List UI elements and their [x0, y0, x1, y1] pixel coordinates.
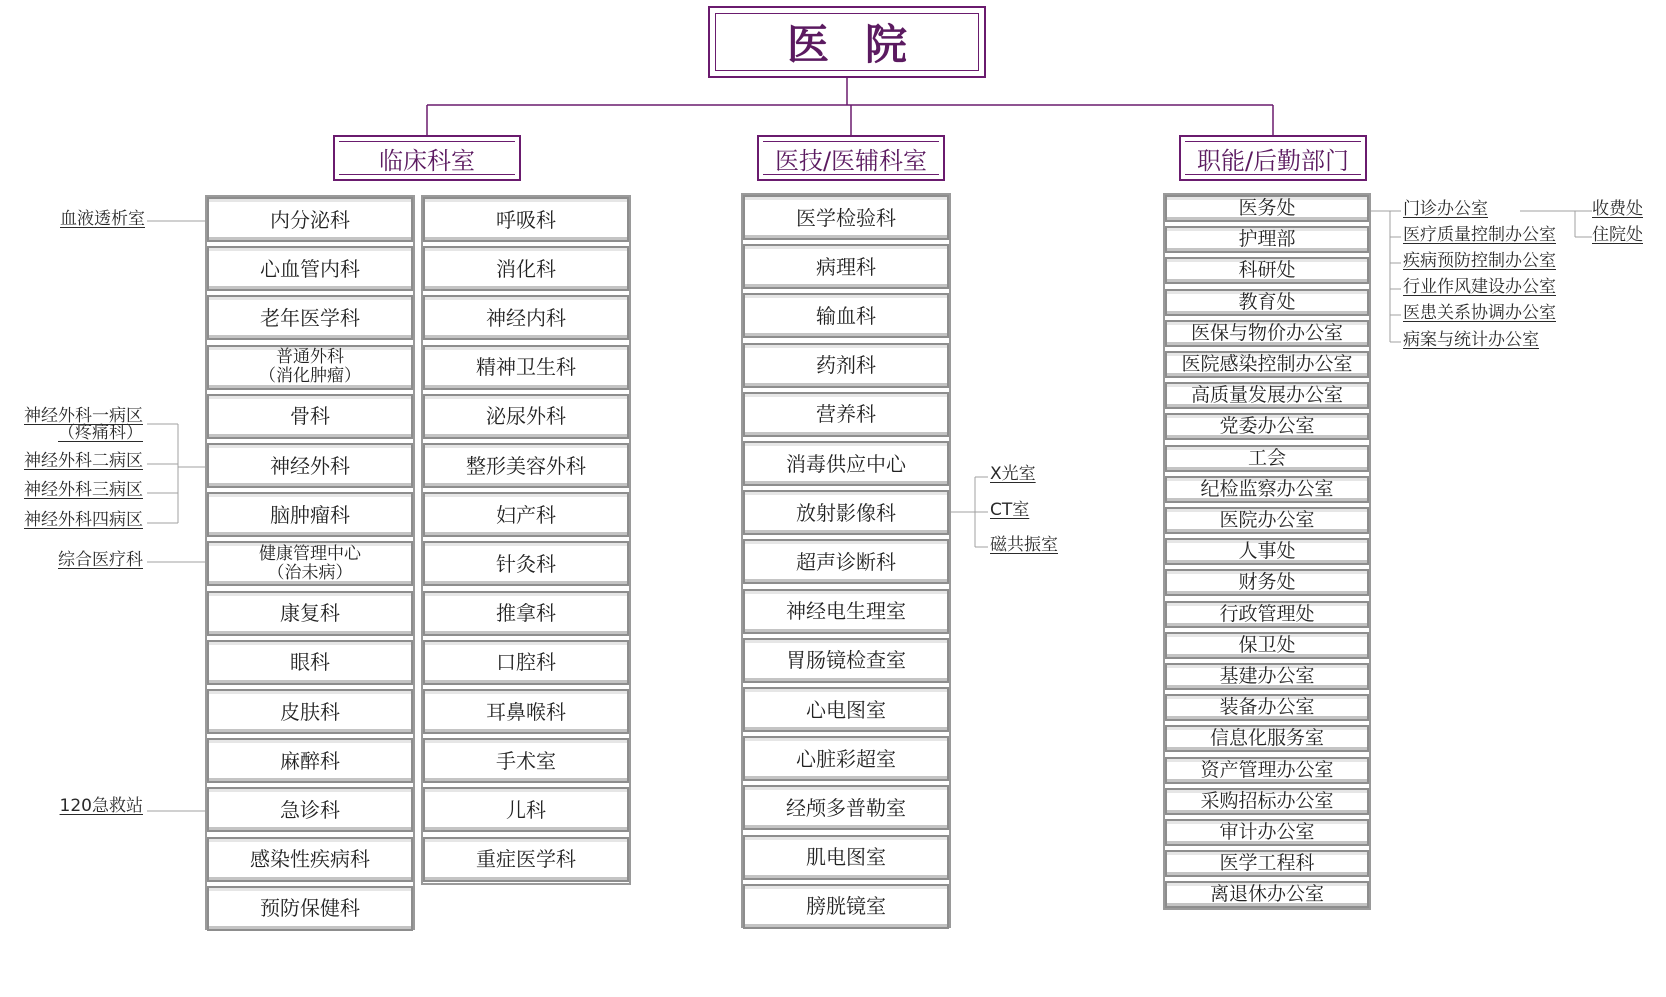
clinical-dept-box: 针灸科 — [423, 541, 629, 586]
medtech-dept-box: 胃肠镜检查室 — [743, 638, 949, 683]
medtech-dept-box: 神经电生理室 — [743, 589, 949, 634]
functional-dept-box: 科研处 — [1165, 257, 1369, 284]
medtech-dept-box: 超声诊断科 — [743, 539, 949, 584]
category-clinical — [333, 135, 521, 181]
clinical-dept-box: 眼科 — [207, 640, 413, 685]
medtech-dept-box: 消毒供应中心 — [743, 441, 949, 486]
functional-dept-box: 工会 — [1165, 445, 1369, 472]
medtech-dept-box: 肌电图室 — [743, 835, 949, 880]
side-label-medical-office: 病案与统计办公室 — [1403, 330, 1539, 350]
functional-dept-box: 人事处 — [1165, 538, 1369, 565]
functional-dept-box: 高质量发展办公室 — [1165, 382, 1369, 409]
clinical-dept-box: 神经外科 — [207, 443, 413, 488]
clinical-dept-box: 预防保健科 — [207, 886, 413, 931]
side-label-neurosurgery-ward-2: 神经外科二病区 — [24, 451, 143, 471]
side-label-outpatient-office: 收费处 — [1592, 199, 1643, 219]
clinical-dept-box: 呼吸科 — [423, 197, 629, 242]
side-label-radiology-room: CT室 — [990, 500, 1030, 520]
functional-dept-box: 医院感染控制办公室 — [1165, 351, 1369, 378]
root-node-hospital — [708, 6, 986, 78]
clinical-dept-box: 手术室 — [423, 738, 629, 783]
category-clinical-label: 临床科室 — [379, 146, 475, 175]
medtech-dept-box: 放射影像科 — [743, 490, 949, 535]
clinical-dept-box: 消化科 — [423, 246, 629, 291]
root-title: 医院 — [786, 20, 943, 69]
clinical-dept-box: 泌尿外科 — [423, 394, 629, 439]
functional-dept-box: 医院办公室 — [1165, 507, 1369, 534]
medtech-dept-box: 病理科 — [743, 244, 949, 289]
side-label-neurosurgery-ward-3: 神经外科三病区 — [24, 480, 143, 500]
functional-dept-box: 审计办公室 — [1165, 819, 1369, 846]
clinical-dept-box: 麻醉科 — [207, 738, 413, 783]
functional-dept-box: 资产管理办公室 — [1165, 757, 1369, 784]
side-label-neurosurgery-ward-4: 神经外科四病区 — [24, 510, 143, 530]
functional-dept-box: 医务处 — [1165, 195, 1369, 222]
functional-dept-box: 装备办公室 — [1165, 694, 1369, 721]
clinical-dept-box: 皮肤科 — [207, 689, 413, 734]
medtech-dept-box: 药剂科 — [743, 343, 949, 388]
side-label-medical-office: 医患关系协调办公室 — [1403, 303, 1556, 323]
medtech-dept-box: 医学检验科 — [743, 195, 949, 240]
category-medtech-label: 医技/医辅科室 — [774, 146, 928, 175]
medtech-dept-box: 心电图室 — [743, 687, 949, 732]
clinical-dept-box: 心血管内科 — [207, 246, 413, 291]
functional-dept-box: 信息化服务室 — [1165, 725, 1369, 752]
functional-dept-box: 基建办公室 — [1165, 663, 1369, 690]
functional-dept-box: 医保与物价办公室 — [1165, 320, 1369, 347]
medtech-dept-box: 膀胱镜室 — [743, 884, 949, 929]
functional-dept-box: 党委办公室 — [1165, 413, 1369, 440]
clinical-dept-box: 内分泌科 — [207, 197, 413, 242]
clinical-dept-box: 感染性疾病科 — [207, 837, 413, 882]
clinical-dept-box: 妇产科 — [423, 492, 629, 537]
medtech-dept-box: 营养科 — [743, 392, 949, 437]
side-label-general-medicine: 综合医疗科 — [58, 550, 143, 570]
side-label-medical-office: 行业作风建设办公室 — [1403, 277, 1556, 297]
clinical-dept-box: 精神卫生科 — [423, 345, 629, 390]
side-label-radiology-room: X光室 — [990, 464, 1036, 484]
category-functional-label: 职能/后勤部门 — [1196, 146, 1350, 175]
functional-dept-box: 纪检监察办公室 — [1165, 476, 1369, 503]
side-label-medical-office: 疾病预防控制办公室 — [1403, 251, 1556, 271]
clinical-dept-box: 老年医学科 — [207, 295, 413, 340]
clinical-dept-box: 健康管理中心 （治未病） — [207, 541, 413, 586]
functional-dept-box: 离退休办公室 — [1165, 881, 1369, 908]
category-medtech — [757, 135, 945, 181]
clinical-dept-box: 耳鼻喉科 — [423, 689, 629, 734]
side-label-outpatient-office: 住院处 — [1592, 225, 1643, 245]
category-functional — [1179, 135, 1367, 181]
side-label-medical-office: 医疗质量控制办公室 — [1403, 225, 1556, 245]
clinical-dept-box: 口腔科 — [423, 640, 629, 685]
side-label-dialysis: 血液透析室 — [60, 209, 145, 229]
functional-dept-box: 医学工程科 — [1165, 850, 1369, 877]
side-label-radiology-room: 磁共振室 — [990, 535, 1058, 555]
clinical-dept-box: 整形美容外科 — [423, 443, 629, 488]
clinical-dept-box: 急诊科 — [207, 787, 413, 832]
clinical-dept-box: 普通外科 （消化肿瘤） — [207, 345, 413, 390]
functional-dept-box: 教育处 — [1165, 289, 1369, 316]
clinical-dept-box: 儿科 — [423, 787, 629, 832]
side-label-neurosurgery-ward-1: 神经外科一病区 （疼痛科） — [24, 406, 143, 443]
functional-dept-box: 保卫处 — [1165, 632, 1369, 659]
clinical-dept-box: 重症医学科 — [423, 837, 629, 882]
functional-dept-box: 护理部 — [1165, 226, 1369, 253]
clinical-dept-box: 康复科 — [207, 591, 413, 636]
medtech-dept-box: 心脏彩超室 — [743, 736, 949, 781]
clinical-dept-box: 脑肿瘤科 — [207, 492, 413, 537]
side-label-120-ambulance: 120急救站 — [59, 796, 143, 816]
side-label-medical-office: 门诊办公室 — [1403, 199, 1488, 219]
functional-dept-box: 采购招标办公室 — [1165, 788, 1369, 815]
clinical-dept-box: 推拿科 — [423, 591, 629, 636]
medtech-dept-box: 经颅多普勒室 — [743, 785, 949, 830]
clinical-dept-box: 骨科 — [207, 394, 413, 439]
functional-dept-box: 财务处 — [1165, 569, 1369, 596]
clinical-dept-box: 神经内科 — [423, 295, 629, 340]
medtech-dept-box: 输血科 — [743, 293, 949, 338]
functional-dept-box: 行政管理处 — [1165, 601, 1369, 628]
